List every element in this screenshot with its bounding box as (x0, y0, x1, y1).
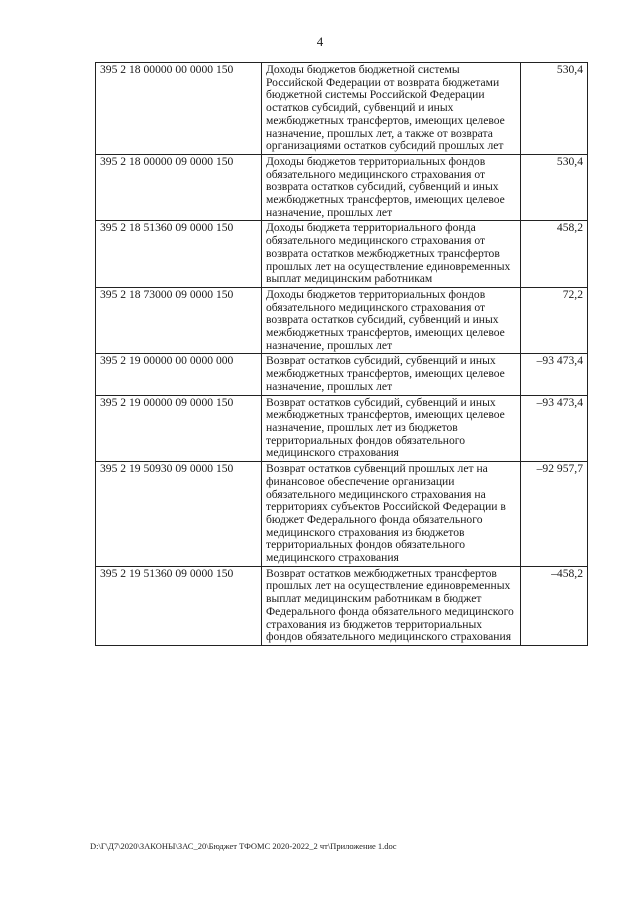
amount: –92 957,7 (521, 462, 588, 567)
budget-code: 395 2 19 50930 09 0000 150 (96, 462, 262, 567)
income-description: Возврат остатков межбюджетных трансфертов прошлых лет на осуществление единовременных выплат медицинским работникам в бюджет Федерального фонда обязательного медицинского страхования из бюджетов территориальных фондов обязательного медицинского страхования (262, 566, 521, 645)
income-description: Доходы бюджетов территориальных фондов обязательного медицинского страхования от возврата остатков субсидий, субвенций и иных межбюджетных трансфертов, имеющих целевое назначение, прошлых лет (262, 287, 521, 354)
budget-code: 395 2 18 51360 09 0000 150 (96, 221, 262, 288)
income-description: Доходы бюджета территориального фонда обязательного медицинского страхования от возврата остатков межбюджетных трансфертов прошлых лет на осуществление единовременных выплат медицинским работникам (262, 221, 521, 288)
budget-code: 395 2 19 00000 09 0000 150 (96, 395, 262, 462)
budget-table (95, 62, 588, 646)
amount: –458,2 (521, 566, 588, 645)
amount: 458,2 (521, 221, 588, 288)
table-row (96, 63, 588, 155)
budget-code: 395 2 19 00000 00 0000 000 (96, 354, 262, 395)
table-row (96, 395, 588, 462)
amount: –93 473,4 (521, 395, 588, 462)
table-row (96, 287, 588, 354)
amount: –93 473,4 (521, 354, 588, 395)
table-row (96, 566, 588, 645)
document-file-path: D:\Г\Д7\2020\ЗАКОНЫ\ЗАС_20\Бюджет ТФОМС 2020-2022_2 чт\Приложение 1.doc (90, 841, 397, 851)
income-description: Доходы бюджетов территориальных фондов обязательного медицинского страхования от возврата остатков субсидий, субвенций и иных межбюджетных трансфертов, имеющих целевое назначение, прошлых лет (262, 154, 521, 221)
budget-code: 395 2 18 00000 00 0000 150 (96, 63, 262, 155)
budget-code: 395 2 19 51360 09 0000 150 (96, 566, 262, 645)
income-description: Доходы бюджетов бюджетной системы Российской Федерации от возврата бюджетами бюджетной системы Российской Федерации остатков субсидий, субвенций и иных межбюджетных трансфертов, имеющих целевое назначение, прошлых лет, а также от возврата организациями остатков субсидий прошлых лет (262, 63, 521, 155)
amount: 530,4 (521, 154, 588, 221)
amount: 530,4 (521, 63, 588, 155)
page-number: 4 (316, 34, 324, 49)
income-description: Возврат остатков субсидий, субвенций и иных межбюджетных трансфертов, имеющих целевое назначение, прошлых лет (262, 354, 521, 395)
budget-code: 395 2 18 00000 09 0000 150 (96, 154, 262, 221)
budget-code: 395 2 18 73000 09 0000 150 (96, 287, 262, 354)
income-description: Возврат остатков субвенций прошлых лет на финансовое обеспечение организации обязательного медицинского страхования на территориях субъектов Российской Федерации в бюджет Федерального фонда обязательного медицинского страхования из бюджетов территориальных фондов обязательного медицинского страхования (262, 462, 521, 567)
table-row (96, 462, 588, 567)
table-row (96, 154, 588, 221)
amount: 72,2 (521, 287, 588, 354)
table-row (96, 354, 588, 395)
income-description: Возврат остатков субсидий, субвенций и иных межбюджетных трансфертов, имеющих целевое назначение, прошлых лет из бюджетов территориальных фондов обязательного медицинского страхования (262, 395, 521, 462)
table-row (96, 221, 588, 288)
